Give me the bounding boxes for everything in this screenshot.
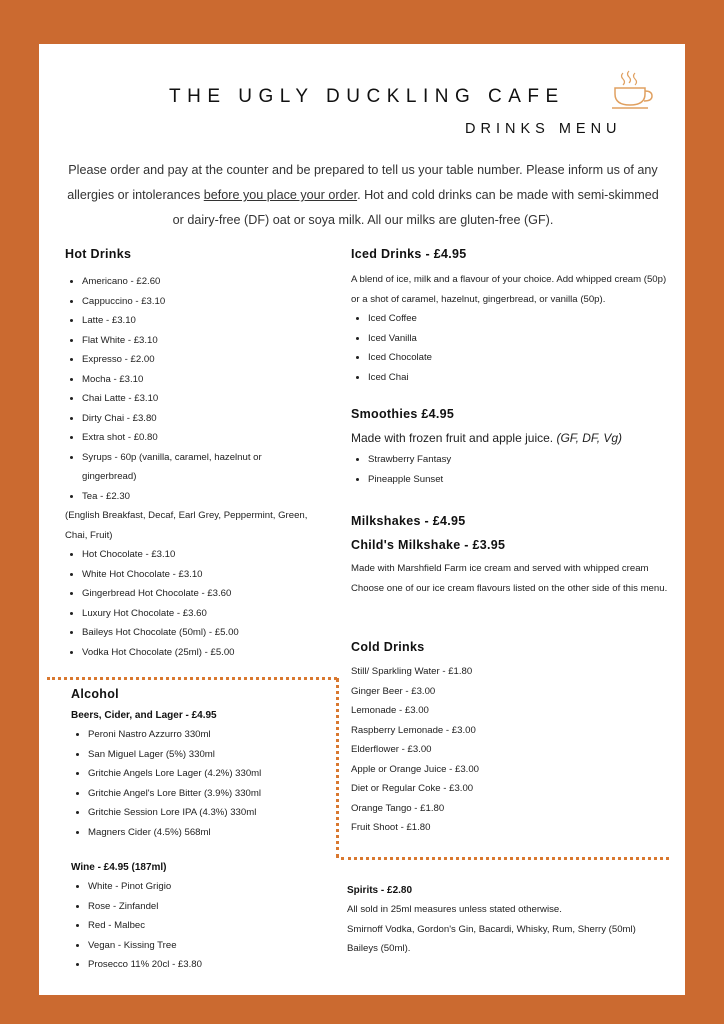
intro-text-2: . Hot and cold drinks can be made with semi-skimmed or dairy-free (DF) oat or soya milk. All our milks are gluten-free (GF). [172, 188, 659, 227]
list-item: Magners Cider (4.5%) 568ml [71, 823, 331, 843]
list-item: Gritchie Angels Lore Lager (4.2%) 330ml [71, 764, 331, 784]
hot-drinks-section [65, 247, 327, 662]
list-item: Pineapple Sunset [351, 470, 669, 490]
list-item: White - Pinot Grigio [71, 877, 331, 897]
intro-paragraph [67, 158, 659, 233]
alcohol-section [71, 687, 331, 975]
list-item: Tea - £2.30 [65, 487, 327, 507]
iced-description: A blend of ice, milk and a flavour of your choice. Add whipped cream (50p) or a shot of caramel, hazelnut, gingerbread, or vanilla (50p). [351, 274, 667, 305]
hot-drinks-heading: Hot Drinks [65, 247, 132, 261]
milkshakes-description: Made with Marshfield Farm ice cream and served with whipped cream Choose one of our ice cream flavours listed on the other side of this menu. [351, 563, 668, 594]
list-item: Latte - £3.10 [65, 311, 327, 331]
list-item: Gritchie Session Lore IPA (4.3%) 330ml [71, 803, 331, 823]
intro-text-1: Please order and pay at the counter and be prepared to tell us your table number. Please inform us of any allergies or intolerances [67, 163, 658, 202]
list-item: Iced Coffee [351, 309, 669, 329]
spirits-section [347, 885, 667, 959]
list-item: Raspberry Lemonade - £3.00 [351, 724, 476, 736]
milkshakes-heading: Milkshakes - £4.95 [351, 514, 466, 528]
beers-list [71, 725, 331, 842]
iced-list [351, 309, 669, 387]
hot-drinks-list-b [65, 545, 327, 662]
list-item: Iced Chai [351, 368, 669, 388]
list-item: Chai Latte - £3.10 [65, 389, 327, 409]
cold-drinks-list [351, 662, 651, 838]
list-item: Luxury Hot Chocolate - £3.60 [65, 604, 327, 624]
list-item: Lemonade - £3.00 [351, 705, 429, 716]
list-item: Dirty Chai - £3.80 [65, 409, 327, 429]
smoothies-section [351, 407, 669, 489]
smoothies-list [351, 450, 669, 489]
intro-underlined: before you place your order [203, 188, 358, 202]
list-item: Still/ Sparkling Water - £1.80 [351, 666, 473, 677]
list-item: Peroni Nastro Azzurro 330ml [71, 725, 331, 745]
iced-drinks-heading: Iced Drinks - £4.95 [351, 247, 467, 261]
beers-heading: Beers, Cider, and Lager - £4.95 [71, 710, 217, 721]
smoothies-tags: (GF, DF, Vg) [556, 431, 623, 445]
list-item: Iced Chocolate [351, 348, 669, 368]
list-item: Orange Tango - £1.80 [351, 802, 445, 814]
iced-drinks-section [351, 247, 669, 387]
menu-subtitle: DRINKS MENU [465, 121, 622, 137]
divider-dots-vertical [336, 678, 339, 858]
list-item: Elderflower - £3.00 [351, 744, 432, 755]
smoothies-description: Made with frozen fruit and apple juice. [351, 431, 554, 445]
hot-drinks-list-a [65, 272, 327, 506]
tea-note: (English Breakfast, Decaf, Earl Grey, Peppermint, Green, Chai, Fruit) [65, 510, 308, 541]
spirits-line-2: Smirnoff Vodka, Gordon's Gin, Bacardi, Whisky, Rum, Sherry (50ml) Baileys (50ml). [347, 923, 636, 954]
list-item: Mocha - £3.10 [65, 370, 327, 390]
list-item: Red - Malbec [71, 916, 331, 936]
list-item: Syrups - 60p (vanilla, caramel, hazelnut or gingerbread) [65, 448, 282, 487]
list-item: Ginger Beer - £3.00 [351, 685, 436, 697]
menu-page [39, 44, 685, 995]
list-item: Americano - £2.60 [65, 272, 327, 292]
smoothies-heading: Smoothies £4.95 [351, 407, 455, 421]
wine-heading: Wine - £4.95 (187ml) [71, 862, 167, 873]
spirits-heading: Spirits - £2.80 [347, 885, 413, 896]
list-item: Apple or Orange Juice - £3.00 [351, 763, 479, 775]
list-item: Hot Chocolate - £3.10 [65, 545, 327, 565]
coffee-cup-icon [611, 70, 655, 110]
milkshakes-section [351, 514, 671, 598]
wine-list [71, 877, 331, 975]
list-item: Strawberry Fantasy [351, 450, 669, 470]
list-item: Rose - Zinfandel [71, 897, 331, 917]
list-item: Vegan - Kissing Tree [71, 936, 331, 956]
list-item: Baileys Hot Chocolate (50ml) - £5.00 [65, 623, 327, 643]
list-item: Iced Vanilla [351, 329, 669, 349]
cafe-title: THE UGLY DUCKLING CAFE [169, 86, 565, 107]
alcohol-heading: Alcohol [71, 687, 119, 701]
spirits-line-1: All sold in 25ml measures unless stated otherwise. [347, 904, 562, 915]
list-item: Flat White - £3.10 [65, 331, 327, 351]
list-item: White Hot Chocolate - £3.10 [65, 565, 327, 585]
list-item: Cappuccino - £3.10 [65, 292, 327, 312]
list-item: Diet or Regular Coke - £3.00 [351, 783, 474, 794]
list-item: Gritchie Angel's Lore Bitter (3.9%) 330ml [71, 784, 331, 804]
divider-dots-top [47, 677, 337, 680]
cold-drinks-section [351, 640, 651, 838]
list-item: Gingerbread Hot Chocolate - £3.60 [65, 584, 327, 604]
childs-milkshake-heading: Child's Milkshake - £3.95 [351, 538, 506, 552]
smoothies-description-line [351, 431, 669, 445]
divider-dots-bottom [341, 857, 669, 860]
list-item: Extra shot - £0.80 [65, 428, 327, 448]
list-item: Expresso - £2.00 [65, 350, 327, 370]
list-item: San Miguel Lager (5%) 330ml [71, 745, 331, 765]
list-item: Vodka Hot Chocolate (25ml) - £5.00 [65, 643, 327, 663]
list-item: Fruit Shoot - £1.80 [351, 822, 431, 833]
list-item: Prosecco 11% 20cl - £3.80 [71, 955, 331, 975]
cold-drinks-heading: Cold Drinks [351, 640, 425, 654]
